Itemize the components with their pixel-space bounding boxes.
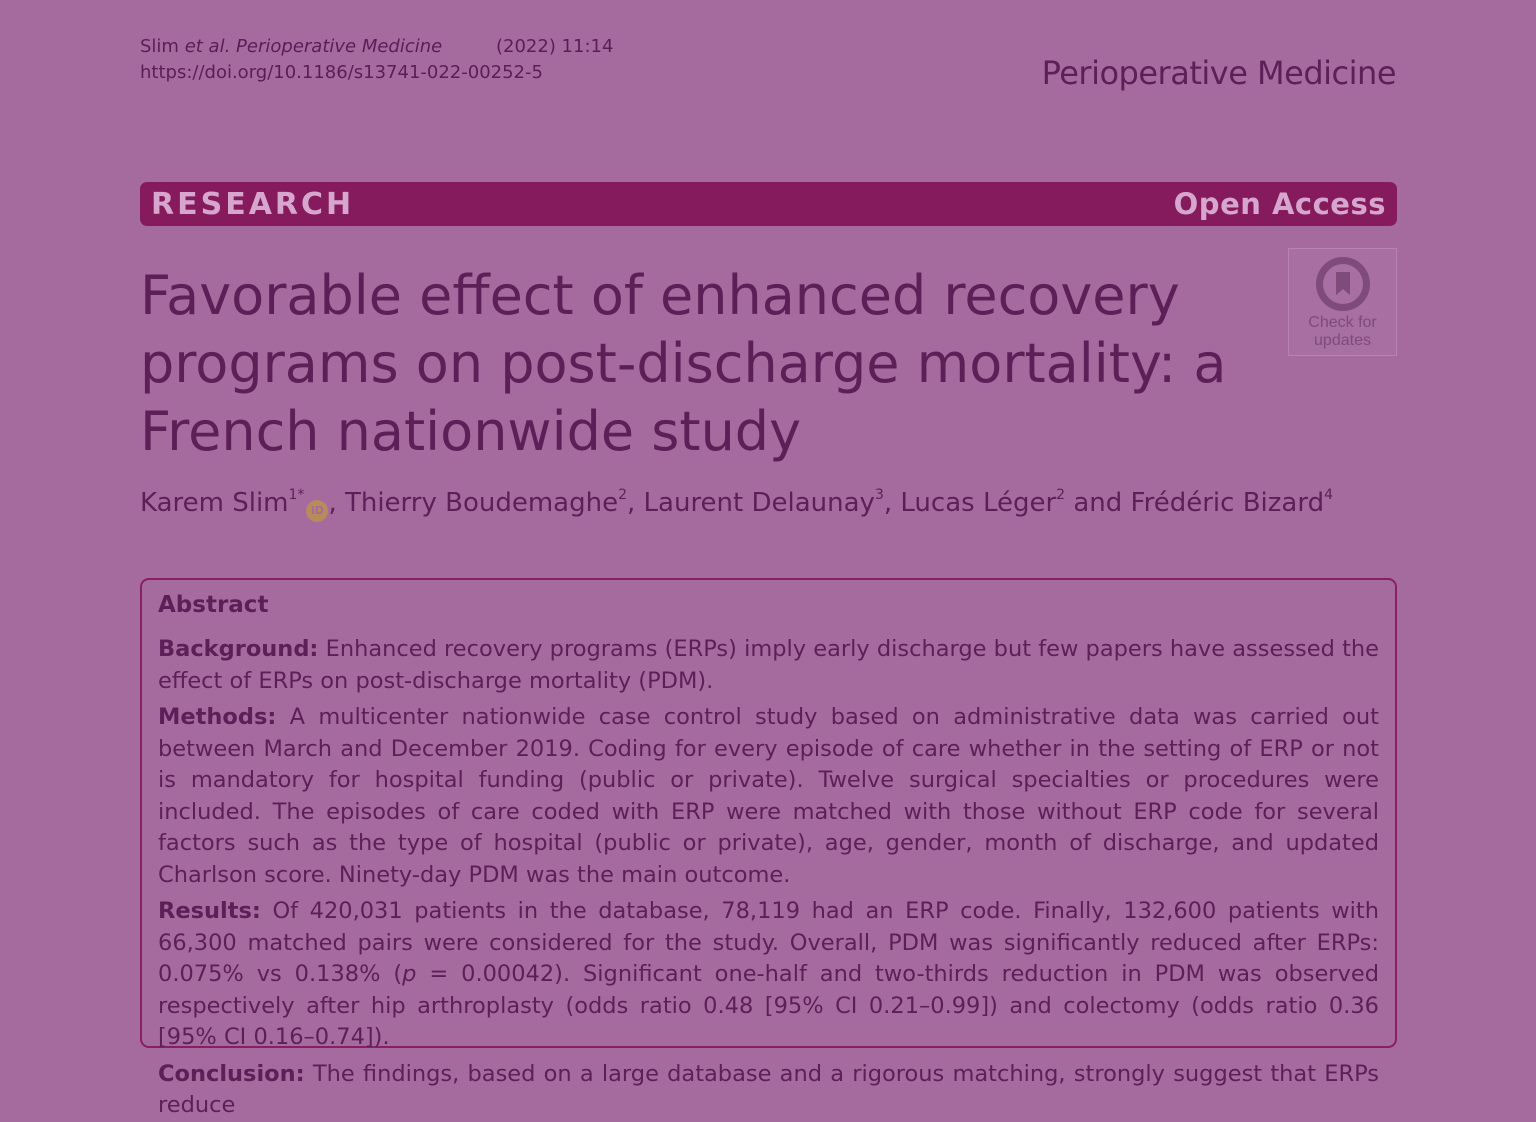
abstract-box bbox=[140, 578, 1397, 1118]
author-separator: , bbox=[328, 488, 345, 518]
abstract-methods bbox=[158, 702, 1379, 891]
author-separator: and bbox=[1065, 488, 1131, 518]
journal-logo-text: Perioperative Medicine bbox=[1041, 54, 1396, 92]
author-affiliation: 4 bbox=[1324, 487, 1333, 503]
results-label: Results: bbox=[158, 898, 261, 924]
conclusion-label: Conclusion: bbox=[158, 1060, 305, 1087]
open-access-label: Open Access bbox=[1173, 187, 1386, 221]
methods-text: A multicenter nationwide case control study based on administrative data was carried out between March and December 2019. Coding for every episode of care whether in the setting of ERP or not is mandatory for hospital funding (public or private). Twelve surgical specialties or procedures were included. The episodes of care coded with ERP were matched with those without ERP code for several factors such as the type of hospital (public or private), age, gender, month of discharge, and updated Charlson score. Ninety-day PDM was the main outcome. bbox=[158, 704, 1379, 888]
author-affiliation: 2 bbox=[1056, 487, 1066, 503]
author-name[interactable]: Laurent Delaunay bbox=[643, 488, 875, 518]
citation-line bbox=[140, 34, 613, 60]
check-for-updates-button[interactable] bbox=[1288, 248, 1397, 356]
author-affiliation: 1* bbox=[288, 487, 305, 503]
citation-year-volume: (2022) 11:14 bbox=[495, 36, 614, 57]
article-type-label: RESEARCH bbox=[151, 186, 355, 222]
abstract-background bbox=[158, 634, 1379, 697]
conclusion-text: The findings, based on a large database and a rigorous matching, strongly suggest that ERPs reduce bbox=[158, 1060, 1379, 1118]
crossmark-icon bbox=[1314, 255, 1372, 313]
article-title: Favorable effect of enhanced recovery programs on post-discharge mortality: a French nationwide study bbox=[140, 264, 1227, 463]
author-name[interactable]: Thierry Boudemaghe bbox=[344, 488, 619, 518]
author-separator: , bbox=[883, 488, 901, 518]
background-text: Enhanced recovery programs (ERPs) imply early discharge but few papers have assessed the effect of ERPs on post-discharge mortality (PDM). bbox=[158, 636, 1379, 694]
author-separator: , bbox=[627, 488, 644, 518]
abstract-results bbox=[158, 896, 1379, 1054]
citation-journal: Perioperative Medicine bbox=[236, 36, 443, 57]
author-name[interactable]: Karem Slim bbox=[140, 488, 289, 518]
orcid-icon[interactable]: iD bbox=[306, 500, 328, 522]
author-list bbox=[140, 488, 1333, 522]
methods-label: Methods: bbox=[158, 704, 277, 730]
author-name[interactable]: Frédéric Bizard bbox=[1130, 488, 1325, 518]
citation-et-al: et al. bbox=[184, 36, 231, 57]
article-type-banner bbox=[140, 182, 1397, 226]
abstract-heading: Abstract bbox=[158, 592, 269, 618]
results-text-1: Of 420,031 patients in the database, 78,119 had an ERP code. Finally, 132,600 patients with 66,300 matched pairs were considered for the study. Overall, PDM was significantly reduced after ERPs: 0.075% vs 0.138% ( bbox=[158, 898, 1379, 987]
author-name[interactable]: Lucas Léger bbox=[900, 488, 1057, 518]
p-value-symbol: p bbox=[402, 961, 417, 987]
background-label: Background: bbox=[158, 636, 319, 662]
doi-link[interactable]: https://doi.org/10.1186/s13741-022-00252-5 bbox=[140, 62, 543, 83]
results-text-2: = 0.00042). Significant one-half and two-thirds reduction in PDM was observed respectively after hip arthroplasty (odds ratio 0.48 [95% CI 0.21–0.99]) and colectomy (odds ratio 0.36 [95% CI 0.16–0.74]). bbox=[158, 961, 1379, 1050]
author-affiliation: 3 bbox=[874, 487, 884, 503]
author-affiliation: 2 bbox=[618, 487, 628, 503]
abstract-conclusion bbox=[158, 1059, 1379, 1122]
check-for-updates-label-1: Check for bbox=[1308, 314, 1377, 331]
check-for-updates-label-2: updates bbox=[1314, 332, 1371, 349]
citation-authors: Slim bbox=[140, 36, 179, 57]
citation-block bbox=[140, 34, 613, 86]
